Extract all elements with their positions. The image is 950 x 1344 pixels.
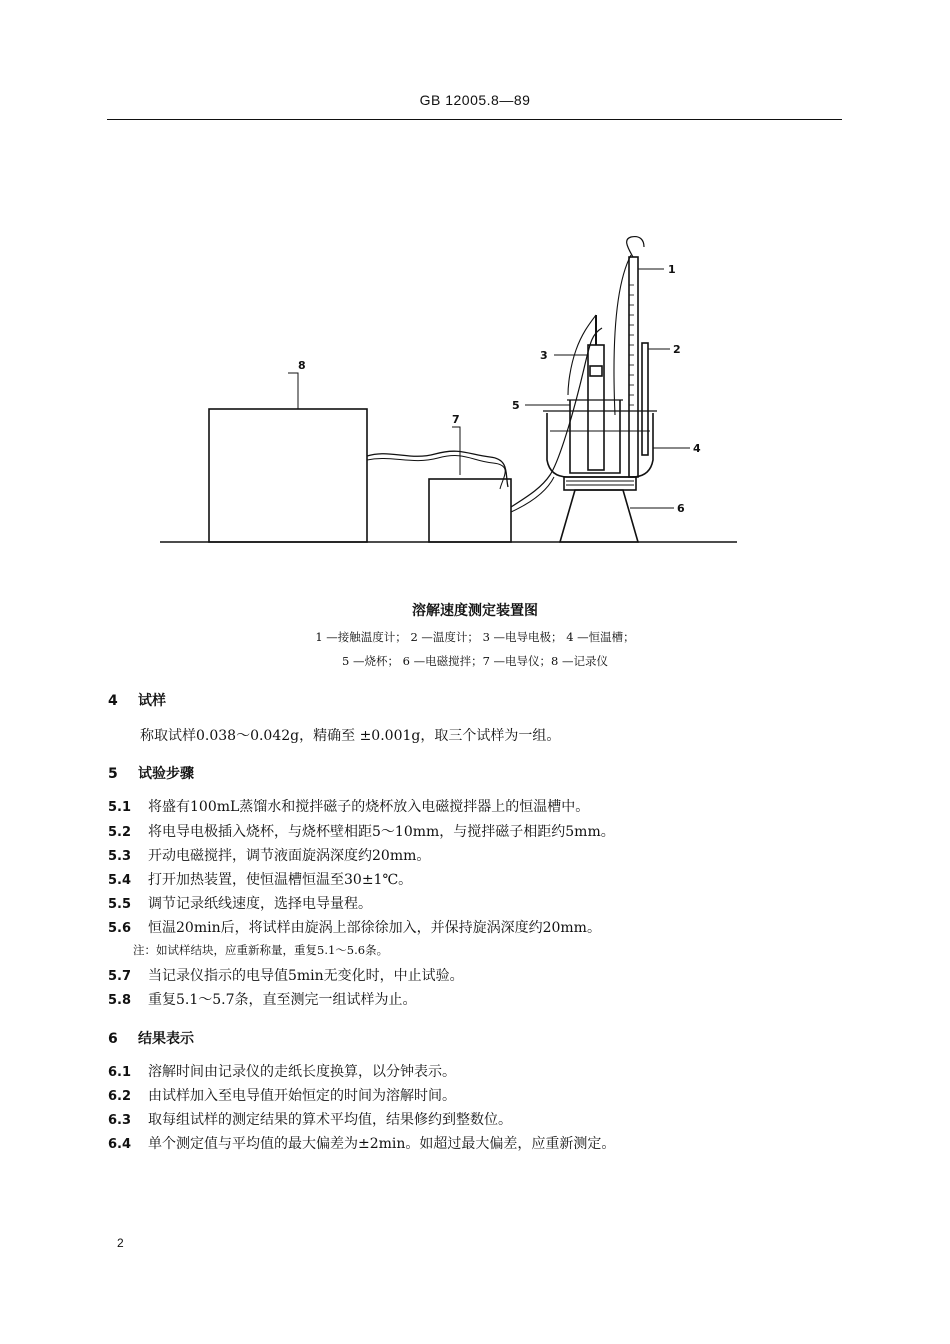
list-item: 5.4 打开加热装置，使恒温槽恒温至30±1℃。 — [108, 872, 413, 888]
list-item: 5.3 开动电磁搅拌，调节液面旋涡深度约20mm。 — [108, 848, 431, 864]
list-item: 6.4 单个测定值与平均值的最大偏差为±2min。如超过最大偏差，应重新测定。 — [108, 1136, 616, 1152]
label-5: 5 — [512, 399, 520, 412]
label-3: 3 — [540, 349, 548, 362]
page-number: 2 — [117, 1236, 124, 1250]
cable-recorder-meter — [367, 451, 508, 487]
label-2: 2 — [673, 343, 681, 356]
list-item: 5.7 当记录仪指示的电导值5min无变化时，中止试验。 — [108, 968, 464, 984]
contact-thermometer — [629, 257, 638, 477]
note: 注：如试样结块，应重新称量，重复5.1～5.6条。 — [133, 943, 389, 957]
list-item: 5.6 恒温20min后，将试样由旋涡上部徐徐加入，并保持旋涡深度约20mm。 — [108, 920, 601, 936]
section-4-text: 称取试样0.038～0.042g，精确至 ±0.001g，取三个试样为一组。 — [140, 728, 561, 744]
label-7: 7 — [452, 413, 460, 426]
label-4: 4 — [693, 442, 701, 455]
label-8: 8 — [298, 359, 306, 372]
section-title: 试样 — [138, 693, 166, 709]
figure-legend-line-1: 1 —接触温度计； 2 —温度计； 3 —电导电极； 4 —恒温槽； — [315, 630, 635, 644]
section-6-heading — [108, 1028, 194, 1048]
apparatus-diagram — [150, 225, 750, 555]
section-title: 试验步骤 — [138, 766, 194, 782]
section-number: 6 — [108, 1031, 118, 1047]
list-item: 6.3 取每组试样的测定结果的算术平均值，结果修约到整数位。 — [108, 1112, 512, 1128]
header-rule — [107, 119, 842, 120]
list-item: 6.1 溶解时间由记录仪的走纸长度换算，以分钟表示。 — [108, 1064, 456, 1080]
section-title: 结果表示 — [138, 1031, 194, 1047]
stirrer-plate — [564, 477, 636, 490]
list-item: 5.5 调节记录纸线速度，选择电导量程。 — [108, 896, 372, 912]
thermometer — [642, 343, 648, 455]
figure-caption-title: 溶解速度测定装置图 — [412, 603, 538, 619]
recorder-box — [209, 409, 367, 542]
section-5-heading — [108, 763, 194, 783]
section-4-heading — [108, 690, 166, 710]
list-item: 5.8 重复5.1～5.7条，直至测完一组试样为止。 — [108, 992, 417, 1008]
list-item: 6.2 由试样加入至电导值开始恒定的时间为溶解时间。 — [108, 1088, 456, 1104]
document-header: GB 12005.8—89 — [419, 92, 531, 108]
conductivity-electrode — [588, 345, 604, 470]
list-item: 5.1 将盛有100mL蒸馏水和搅拌磁子的烧杯放入电磁搅拌器上的恒温槽中。 — [108, 799, 590, 815]
label-1: 1 — [668, 263, 676, 276]
section-number: 5 — [108, 766, 118, 782]
label-6: 6 — [677, 502, 685, 515]
figure-legend-line-2: 5 —烧杯； 6 —电磁搅拌；7 —电导仪；8 —记录仪 — [341, 654, 609, 668]
stirrer-stand — [560, 490, 638, 542]
list-item: 5.2 将电导电极插入烧杯，与烧杯壁相距5～10mm，与搅拌磁子相距约5mm。 — [108, 824, 615, 840]
conductivity-meter-box — [429, 479, 511, 542]
section-number: 4 — [108, 693, 118, 709]
